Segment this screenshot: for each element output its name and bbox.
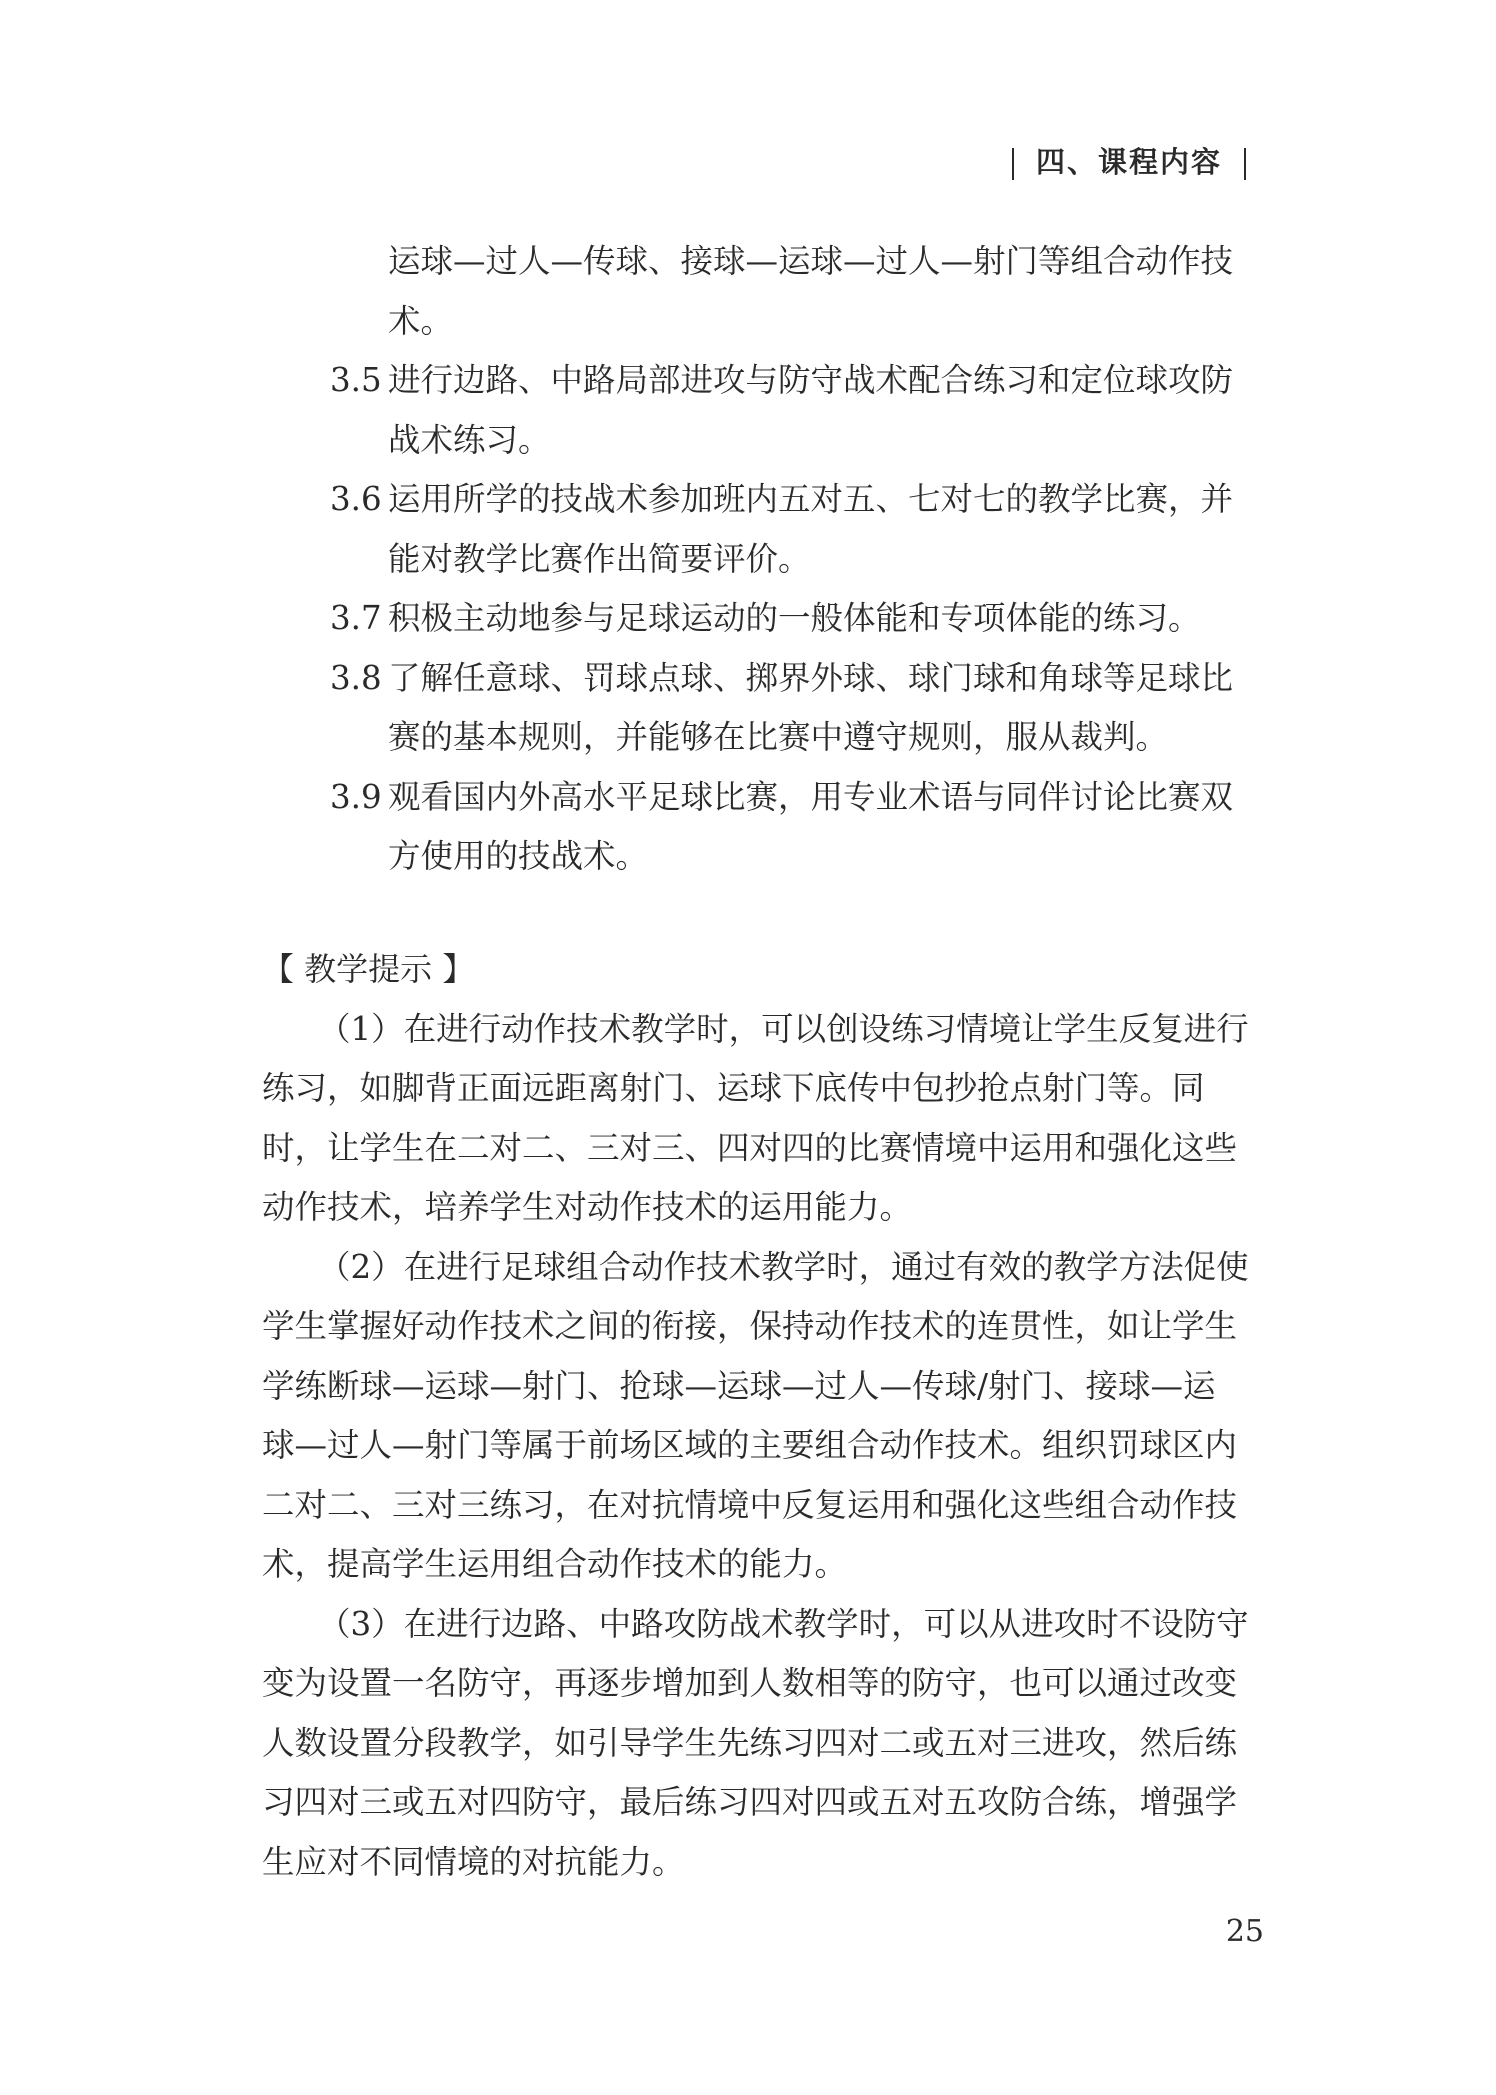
text-line: 变为设置一名防守，再逐步增加到人数相等的防守，也可以通过改变 [262,1664,1238,1702]
text-line: 术，提高学生运用组合动作技术的能力。 [262,1545,848,1583]
header-divider-left [1012,148,1014,180]
list-item-3-5 [330,351,1264,470]
text-line: 积极主动地参与足球运动的一般体能和专项体能的练习。 [388,599,1201,637]
header-divider-right [1244,148,1246,180]
page-number: 25 [1225,1914,1264,1949]
text-line: 球—过人—射门等属于前场区域的主要组合动作技术。组织罚球区内 [262,1426,1238,1464]
continued-item [330,232,1264,351]
item-number: 3.6 [330,480,382,518]
text-line: 动作技术，培养学生对动作技术的运用能力。 [262,1188,913,1226]
text-line: 时，让学生在二对二、三对三、四对四的比赛情境中运用和强化这些 [262,1128,1238,1167]
text-line: 术。 [388,301,454,340]
teaching-tips-section [262,940,1264,1892]
objectives-list [330,232,1264,887]
item-number: 3.5 [330,361,382,399]
section-title: 四、课程内容 [1035,145,1222,179]
text-line: （2）在进行足球组合动作技术教学时，通过有效的教学方法促使 [318,1247,1249,1286]
tip-paragraph-1 [262,1000,1264,1238]
text-line: 人数设置分段教学，如引导学生先练习四对二或五对三进攻，然后练 [262,1723,1238,1762]
teaching-tips-heading: 【 教学提示 】 [262,950,475,988]
text-line: 生应对不同情境的对抗能力。 [262,1842,685,1881]
text-line: （1）在进行动作技术教学时，可以创设练习情境让学生反复进行 [318,1009,1249,1048]
text-line: 学练断球—运球—射门、抢球—运球—过人—传球/射门、接球—运 [262,1366,1216,1405]
text-line: 二对二、三对三练习，在对抗情境中反复运用和强化这些组合动作技 [262,1485,1238,1524]
text-line: 方使用的技战术。 [388,837,649,875]
text-line: 学生掌握好动作技术之间的衔接，保持动作技术的连贯性，如让学生 [262,1307,1238,1345]
running-header [990,142,1268,182]
text-line: 练习，如脚背正面远距离射门、运球下底传中包抄抢点射门等。同 [262,1069,1205,1107]
tip-paragraph-3 [262,1595,1264,1893]
text-line: 战术练习。 [388,420,551,459]
text-line: 习四对三或五对四防守，最后练习四对四或五对五攻防合练，增强学 [262,1783,1238,1821]
list-item-3-8 [330,649,1264,768]
text-line: 运球—过人—传球、接球—运球—过人—射门等组合动作技 [388,242,1234,280]
item-number: 3.9 [330,777,382,816]
text-line: 观看国内外高水平足球比赛，用专业术语与同伴讨论比赛双 [388,777,1234,816]
text-line: 进行边路、中路局部进攻与防守战术配合练习和定位球攻防 [388,361,1234,399]
text-line: 运用所学的技战术参加班内五对五、七对七的教学比赛，并 [388,480,1234,518]
text-line: 能对教学比赛作出简要评价。 [388,539,811,578]
item-number: 3.7 [330,599,382,637]
item-number: 3.8 [330,658,382,697]
list-item-3-6 [330,470,1264,589]
tip-paragraph-2 [262,1238,1264,1595]
text-line: （3）在进行边路、中路攻防战术教学时，可以从进攻时不设防守 [318,1604,1249,1643]
text-line: 赛的基本规则，并能够在比赛中遵守规则，服从裁判。 [388,718,1169,756]
text-line: 了解任意球、罚球点球、掷界外球、球门球和角球等足球比 [388,658,1234,697]
list-item-3-9 [330,768,1264,887]
list-item-3-7 [330,589,1264,649]
